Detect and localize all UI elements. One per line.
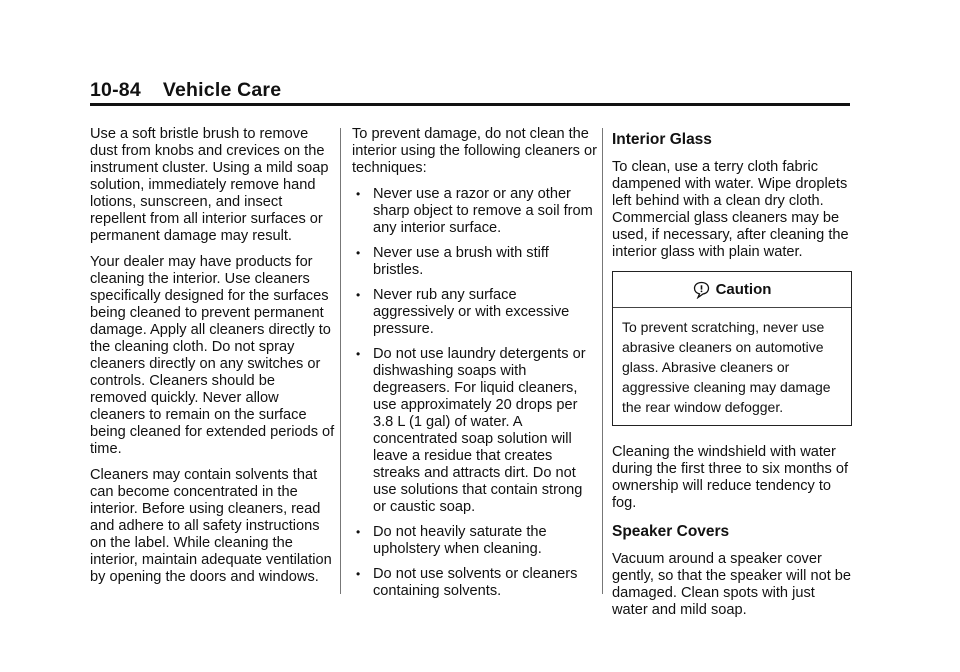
bullet-icon: •	[356, 288, 361, 302]
caution-speech-bubble-icon	[693, 281, 710, 299]
bullet-icon: •	[356, 187, 361, 201]
column-divider	[602, 128, 603, 594]
list-item	[352, 346, 598, 516]
bullet-icon: •	[356, 567, 361, 581]
caution-box	[612, 271, 852, 426]
paragraph: Your dealer may have products for cleaning the interior. Use cleaners specifically designed for the surfaces being cleaned to prevent permanent damage. Apply all cleaners directly to the cleaning cloth. Do not spray cleaners directly on any switches or controls. Cleaners should be removed quickly. Never allow cleaners to remain on the surface being cleaned for extended periods of time.	[90, 254, 335, 457]
column-3	[612, 126, 852, 628]
paragraph: Cleaners may contain solvents that can become concentrated in the interior. Before using cleaners, read and adhere to all safety instructions on the label. While cleaning the interior, maintain adequate ventilation by opening the doors and windows.	[90, 467, 332, 585]
paragraph: Use a soft bristle brush to remove dust from knobs and crevices on the instrument cluster. Using a mild soap solution, immediately remove hand lotions, sunscreen, and insect repellent from all interior surfaces or permanent damage may result.	[90, 126, 329, 244]
column-1	[90, 126, 335, 595]
paragraph: To prevent damage, do not clean the interior using the following cleaners or techniques:	[352, 126, 597, 176]
list-item	[352, 287, 598, 338]
paragraph: To clean, use a terry cloth fabric dampened with water. Wipe droplets left behind with a clean dry cloth. Commercial glass cleaners may be used, if necessary, after cleaning the interior glass with plain water.	[612, 159, 849, 260]
list-item-text: Do not use solvents or cleaners containing solvents.	[373, 566, 578, 599]
list-item-text: Never rub any surface aggressively or with excessive pressure.	[373, 287, 570, 337]
caution-text: To prevent scratching, never use abrasive cleaners on automotive glass. Abrasive cleaners or aggressive cleaning may damage the rear window defogger.	[622, 319, 831, 415]
column-divider	[340, 128, 341, 594]
bullet-icon: •	[356, 347, 361, 361]
section-heading-speaker-covers: Speaker Covers	[612, 523, 730, 540]
bullet-icon: •	[356, 246, 361, 260]
paragraph: Cleaning the windshield with water during the first three to six months of ownership will reduce tendency to fog.	[612, 444, 849, 511]
page-number: 10-84	[90, 79, 141, 101]
header-rule	[90, 103, 850, 106]
page-header	[90, 79, 281, 102]
bullet-icon: •	[356, 525, 361, 539]
caution-header	[613, 272, 851, 308]
list-item	[352, 186, 598, 237]
paragraph: Vacuum around a speaker cover gently, so that the speaker will not be damaged. Clean spots with just water and mild soap.	[612, 551, 852, 618]
list-item	[352, 245, 598, 279]
list-item-text: Never use a razor or any other sharp object to remove a soil from any interior surface.	[373, 186, 593, 236]
list-item	[352, 566, 598, 600]
caution-title: Caution	[715, 281, 772, 298]
column-2	[352, 126, 598, 608]
bullet-list	[352, 186, 598, 600]
list-item-text: Do not use laundry detergents or dishwashing soaps with degreasers. For liquid cleaners, use approximately 20 drops per 3.8 L (1 gal) of water. A concentrated soap solution will leave a residue that creates streaks and attracts dirt. Do not use solutions that contain strong or caustic soap.	[373, 346, 586, 515]
list-item-text: Do not heavily saturate the upholstery when cleaning.	[373, 524, 547, 557]
list-item-text: Never use a brush with stiff bristles.	[373, 245, 549, 278]
section-title: Vehicle Care	[162, 79, 282, 101]
section-heading-interior-glass: Interior Glass	[612, 131, 712, 148]
list-item	[352, 524, 598, 558]
